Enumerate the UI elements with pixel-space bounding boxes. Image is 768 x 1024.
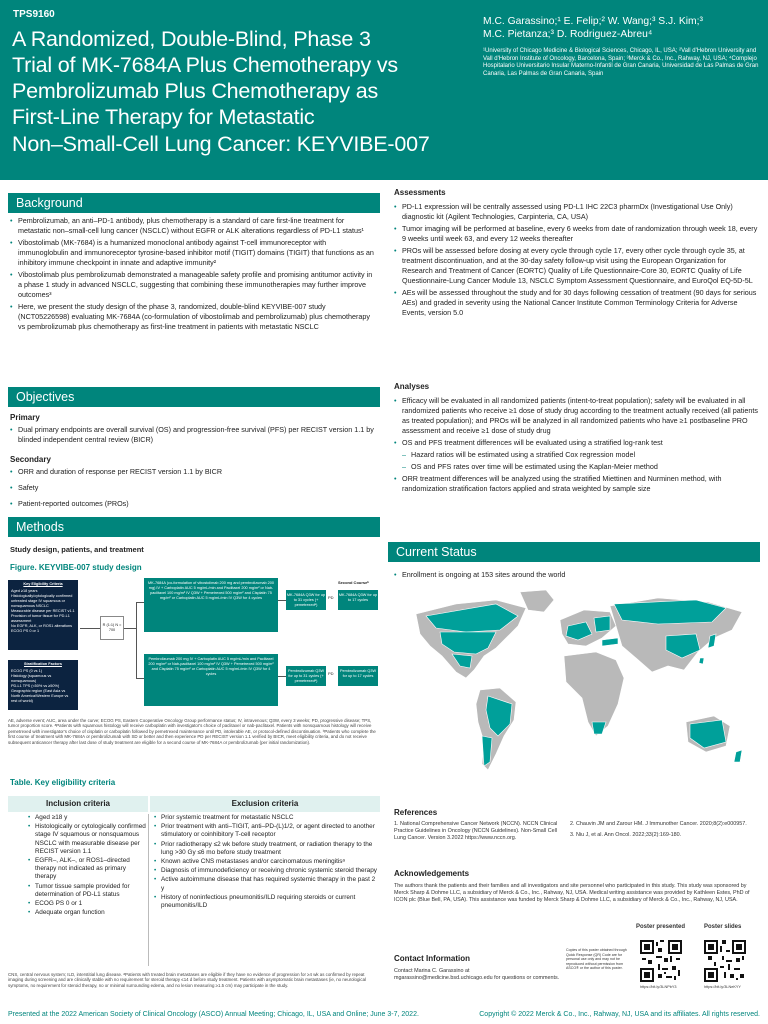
footer — [0, 1006, 768, 1024]
strat-item: PD-L1 TPS (<50% vs ≥50%) — [11, 684, 60, 688]
authors-block — [483, 16, 763, 78]
inclusion-item: • EGFR–, ALK–, or ROS1–directed therapy not indicated as primary therapy — [28, 857, 146, 882]
inclusion-header: Inclusion criteria — [8, 796, 148, 812]
strat-item: Histology (squamous vs nonsquamous) — [11, 674, 52, 683]
second-course-label: Second Courseᵇ — [338, 580, 369, 585]
exclusion-item: • History of noninfectious pneumonitis/ILD requiring steroids or current pneumonitis/ILD — [154, 894, 378, 910]
arrow — [278, 600, 286, 601]
stratification-box — [8, 660, 78, 710]
acknowledgements-text: The authors thank the patients and their families and all investigators and site personnel who participated in this study. This study was sponsored by Merck Sharp & Dohme LLC, a subsidiary of Merck & Co., Inc., Rahway, NJ, USA. Medical writing assistance was provided by Kathleen Estes, PhD of ICON plc (Blue Bell, PA, USA). This assistance was funded by Merck Sharp & Dohme LLC, a subsidiary of Merck & Co., Inc., Rahway, NJ, USA. — [394, 883, 750, 904]
assessment-item: • PROs will be assessed before dosing at every cycle through cycle 17, every other cycle through cycle 35, at treatment discontinuation, and at the 30-day safety follow-up visit using the European Organization for Research and Treatment of Cancer (EORTC) Quality of Life Questionnaire-Core 30, EORTC Quality of Life Questionnaire-Lung Cancer Module 13, NSCLC Symptom Assessment Questionnaire, and EuroQol EQ-5D-5L — [394, 246, 758, 286]
assessment-item: • Tumor imaging will be performed at baseline, every 6 weeks from date of randomization through week 18, every 9 weeks until week 63, and every 12 weeks thereafter — [394, 224, 758, 244]
primary-list — [10, 425, 378, 447]
secondary-item: • Patient-reported outcomes (PROs) — [10, 499, 378, 509]
table-footnote: CNS, central nervous system; ILD, interstitial lung disease. ᵃPatients with treated brain metastases are eligible if they have no evidence of progression for ≥4 wk as confirmed by repeat imaging during screening and are clinically stable with no requirement for steroid therapy ≤14 d before study treatment. Patients with asymptomatic brain metastases (ie, no neurological symptoms, no requirement for steroid therapy, no or minimal surrounding edema, and no lesion measuring ≥1.5 cm) may participate in the study. — [8, 972, 366, 988]
exclusion-item: • Known active CNS metastases and/or carcinomatous meningitisᵃ — [154, 858, 378, 866]
arm-b-box: Pembrolizumab 200 mg IV + Carboplatin AUC 5 mg/mL/min and Paclitaxel 200 mg/m² or Nab-paclitaxel 100 mg/m² IV Q3W + Pemetrexed 500 mg/m² and Cisplatin 75 mg/m² or Carboplatin AUC 5 mg/mL/min IV Q3W for 4 cycles — [144, 654, 278, 706]
background-heading: Background — [8, 193, 380, 213]
authors-line-2: M.C. Pietanza;³ D. Rodriguez-Abreu⁴ — [483, 28, 653, 40]
assessments-label: Assessments — [394, 188, 446, 197]
randomization-box: R (1:1) N = 700 — [100, 616, 124, 640]
authors-line-1: M.C. Garassino;¹ E. Felip;² W. Wang;³ S.J. Kim;³ — [483, 16, 703, 27]
current-status-list — [394, 570, 758, 582]
arrow — [124, 628, 136, 629]
table-divider — [148, 814, 149, 966]
arm-a-box: MK-7684A (co-formulation of vibostolimab 200 mg and pembrolizumab 200 mg) IV + Carboplatin AUC 5 mg/mL/min and Paclitaxel 200 mg/m² or Nab-paclitaxel 100 mg/m² IV Q3W + Pemetrexed 500 mg/m² and Cisplatin 75 mg/m² or Carboplatin AUC 5 mg/mL/min IV Q3W for 4 cycles — [144, 578, 278, 632]
references-col2 — [570, 821, 758, 839]
strat-item: Geographic region (East Asia vs North America/Western Europe vs rest of world) — [11, 689, 69, 703]
slides-qr-label: Poster slides — [704, 924, 742, 930]
poster-qr-code[interactable] — [640, 940, 682, 982]
figure-title: Figure. KEYVIBE-007 study design — [10, 563, 142, 572]
exclusion-header: Exclusion criteria — [150, 796, 380, 812]
methods-subheading: Study design, patients, and treatment — [10, 545, 144, 554]
contact-text: Contact Marina C. Garassino at mgarassino@medicine.bsd.uchicago.edu for questions or comments. — [394, 968, 560, 982]
references-heading: References — [394, 808, 438, 817]
eligibility-item: Histologically/cytologically confirmed untreated stage IV squamous or nonsquamous NSCLC — [11, 594, 73, 608]
reference-item: 1. National Comprehensive Cancer Network (NCCN). NCCN Clinical Practice Guidelines in Oncology (NCCN Guidelines). Non-Small Cell Lung Cancer. Version 3.2022 https://www.nccn.org. — [394, 821, 558, 842]
exclusion-item: • Prior radiotherapy ≤2 wk before study treatment, or radiation therapy to the lung >30 Gy ≤6 mo before study treatment — [154, 841, 378, 857]
poster-id: TPS9160 — [13, 9, 55, 20]
analyses-label: Analyses — [394, 382, 430, 391]
slides-qr-url[interactable]: https://bit.ly/3LNeKYY — [704, 985, 741, 989]
secondary-label: Secondary — [10, 455, 51, 464]
background-list — [10, 216, 378, 334]
poster-qr-label: Poster presented — [636, 924, 686, 930]
primary-item: • Dual primary endpoints are overall survival (OS) and progression-free survival (PFS) per RECIST version 1.1 by blinded independent central review (BICR) — [10, 425, 378, 445]
background-item: • Vibostolimab plus pembrolizumab demonstrated a manageable safety profile and promising antitumor activity in a phase 1 study in advanced NSCLC, suggesting that combining these immunotherapies may further improve outcomes³ — [10, 270, 378, 300]
eligibility-item: Aged ≥18 years — [11, 589, 38, 593]
analysis-item: • ORR treatment differences will be analyzed using the stratified Miettinen and Nurminen method, with randomization stratification factors applied and strata weighted by sample size — [394, 474, 758, 494]
secondary-item: • Safety — [10, 483, 378, 493]
inclusion-item: • Aged ≥18 y — [28, 814, 146, 822]
exclusion-item: • Prior systemic treatment for metastatic NSCLC — [154, 814, 378, 822]
assessment-item: • PD-L1 expression will be centrally assessed using PD-L1 IHC 22C3 pharmDx (Investigational Use Only) diagnostic kit (Agilent Technologies, Carpinteria, CA, USA) — [394, 202, 758, 222]
second-course-b-box: Pembrolizumab Q3W for up to 17 cycles — [338, 666, 378, 686]
table-title: Table. Key eligibility criteria — [10, 778, 116, 787]
title-line-1: A Randomized, Double-Blind, Phase 3 — [12, 27, 371, 51]
qr-disclaimer: Copies of this poster obtained through Quick Response (QR) Code are for personal use only and may not be reproduced without permission from ASCO® or the author of this poster. — [566, 948, 627, 971]
affiliations: ¹University of Chicago Medicine & Biological Sciences, Chicago, IL, USA; ²Vall d'Hebron University and Vall d'Hebron Institute of Oncology, Barcelona, Spain; ³Merck & Co., Inc., Rahway, NJ, USA; ⁴Complejo Hospitalario Universitario Insular Materno-Infantil de Gran Canaria, Universidad de Las Palmas de Gran Canaria, Las Palmas de Gran Canaria, Spain — [483, 48, 759, 77]
exclusion-item: • Diagnosis of immunodeficiency or receiving chronic systemic steroid therapy — [154, 867, 378, 875]
eligibility-title: Key Eligibility Criteria — [23, 582, 63, 586]
study-design-figure — [8, 576, 380, 714]
analyses-list — [394, 396, 758, 496]
analysis-subitem: – OS and PFS rates over time will be estimated using the Kaplan-Meier method — [394, 462, 758, 472]
exclusion-item: • Active autoimmune disease that has required systemic therapy in the past 2 y — [154, 876, 378, 892]
poster-qr-url[interactable]: https://bit.ly/3LNPbY3 — [640, 985, 677, 989]
references-col1 — [394, 821, 564, 843]
reference-item: 2. Chauvin JM and Zarour HM. J Immunother Cancer. 2020;8(2):e000957. — [570, 821, 747, 827]
arrow — [136, 602, 144, 603]
branch-line — [136, 602, 137, 678]
inclusion-item: • Adequate organ function — [28, 909, 146, 917]
arrow — [80, 628, 100, 629]
current-status-item: • Enrollment is ongoing at 153 sites around the world — [394, 570, 758, 580]
background-item: • Vibostolimab (MK-7684) is a humanized monoclonal antibody against T-cell immunoreceptor with immunoglobulin and immunoreceptor tyrosine-based inhibitor motif (TIGIT) domains (TIGIT) that functions as an inhibitory immune checkpoint in innate and adaptive immunity² — [10, 238, 378, 268]
poster-header — [0, 0, 768, 180]
figure-footnote: AE, adverse event; AUC, area under the curve; ECOG PS, Eastern Cooperative Oncology Group performance status; IV, intravenous; Q3W, every 3 weeks; PD, progressive disease; TPS, tumor proportion score. ᵃPatients with squamous histology will receive carboplatin with investigator's choice of paclitaxel or nab-paclitaxel. Patients with nonsquamous histology will receive pemetrexed with investigator's choice of cisplatin or carboplatin followed by pemetrexed maintenance until PD, intolerable AE, or protocol-defined discontinuation. ᵇPatients who complete the first course of treatment with MK-7684A or pembrolizumab with SD or better and then experience PD per RECIST version 1.1 verified by BICR, meet eligibility criteria, and do not receive subsequent anticancer therapy after last dose of study treatment are eligible for a second course of MK-7684A or pembrolizumab (per initial randomization). — [8, 718, 376, 745]
contact-heading: Contact Information — [394, 954, 470, 963]
eligibility-table — [8, 796, 380, 996]
exclusion-item: • Prior treatment with anti–TIGIT, anti–PD-(L)1/2, or agent directed to another stimulatory or coinhibitory T-cell receptor — [154, 823, 378, 839]
secondary-list — [10, 467, 378, 511]
exclusion-column — [154, 814, 378, 911]
background-item: • Pembrolizumab, an anti–PD-1 antibody, plus chemotherapy is a standard of care first-line treatment for metastatic non–small-cell lung cancer (NSCLC) without EGFR or ALK alterations regardless of PD-L1 status¹ — [10, 216, 378, 236]
footer-copyright: Copyright © 2022 Merck & Co., Inc., Rahway, NJ, USA and its affiliates. All rights reserved. — [479, 1011, 760, 1018]
inclusion-column — [28, 814, 146, 918]
analysis-item: • Efficacy will be evaluated in all randomized patients (intent-to-treat population); safety will be evaluated in all randomized patients who receive ≥1 dose of study drug according to the treatment actually received (all patients as treated population); and PROs will be analyzed in all randomized patients who have ≥1 postbaseline PRO assessment and receive ≥1 dose of study drug — [394, 396, 758, 436]
strat-item: ECOG PS (0 vs 1) — [11, 669, 43, 673]
analysis-subitem: – Hazard ratios will be estimated using a stratified Cox regression model — [394, 450, 758, 460]
stratification-title: Stratification Factors — [24, 662, 62, 666]
arrow — [136, 678, 144, 679]
eligibility-item: Provision of tumor tissue for PD-L1 assessment — [11, 614, 70, 623]
title-line-3: Pembrolizumab Plus Chemotherapy as — [12, 79, 379, 103]
reference-item: 3. Niu J, et al. Ann Oncol. 2022;33(2):169-180. — [570, 832, 682, 839]
slides-qr-code[interactable] — [704, 940, 746, 982]
assessments-list — [394, 202, 758, 320]
arrow — [278, 676, 286, 677]
inclusion-item: • ECOG PS 0 or 1 — [28, 900, 146, 908]
eligibility-item: Measurable disease per RECIST v1.1 — [11, 609, 75, 613]
assessment-item: • AEs will be assessed throughout the study and for 30 days following cessation of treatment (90 days for serious AEs) and graded in severity using the National Cancer Institute Common Terminology Criteria for Adverse Events, version 5.0 — [394, 288, 758, 318]
acknowledgements-heading: Acknowledgements — [394, 869, 470, 878]
title-line-5: Non–Small-Cell Lung Cancer: KEYVIBE-007 — [12, 132, 430, 156]
footer-presented: Presented at the 2022 American Society of Clinical Oncology (ASCO) Annual Meeting; Chicago, IL, USA and Online; June 3-7, 2022. — [8, 1011, 419, 1018]
current-status-heading: Current Status — [388, 542, 760, 562]
eligibility-item: ECOG PS 0 or 1 — [11, 629, 40, 633]
arm-b-maintenance-box: Pembrolizumab Q3W for up to 31 cycles (+ pemetrexedᵃ) — [286, 666, 326, 686]
inclusion-item: • Histologically or cytologically confirmed stage IV squamous or nonsquamous NSCLC with measurable disease per RECIST version 1.1 — [28, 823, 146, 856]
arm-a-maintenance-box: MK-7684A Q3W for up to 31 cycles (+ pemetrexedᵃ) — [286, 590, 326, 610]
title-line-2: Trial of MK-7684A Plus Chemotherapy vs — [12, 53, 398, 77]
pd-label: PD — [328, 671, 334, 676]
eligibility-box — [8, 580, 78, 650]
methods-heading: Methods — [8, 517, 380, 537]
secondary-item: • ORR and duration of response per RECIST version 1.1 by BICR — [10, 467, 378, 477]
eligibility-item: No EGFR, ALK, or ROS1 alterations — [11, 624, 72, 628]
analysis-item: • OS and PFS treatment differences will be evaluated using a stratified log-rank test — [394, 438, 758, 448]
title-line-4: First-Line Therapy for Metastatic — [12, 105, 315, 129]
second-course-a-box: MK-7684A Q3W for up to 17 cycles — [338, 590, 378, 610]
pd-label: PD — [328, 595, 334, 600]
background-item: • Here, we present the study design of the phase 3, randomized, double-blind KEYVIBE-007 study (NCT05226598) evaluating MK-7684A (co-formulation of vibostolimab and pembrolizumab) plus chemotherapy vs pembrolizumab plus chemotherapy as first-line treatment in patients with metastatic NSCLC — [10, 302, 378, 332]
objectives-heading: Objectives — [8, 387, 380, 407]
primary-label: Primary — [10, 413, 40, 422]
inclusion-item: • Tumor tissue sample provided for determination of PD-L1 status — [28, 883, 146, 899]
world-map — [396, 586, 760, 796]
